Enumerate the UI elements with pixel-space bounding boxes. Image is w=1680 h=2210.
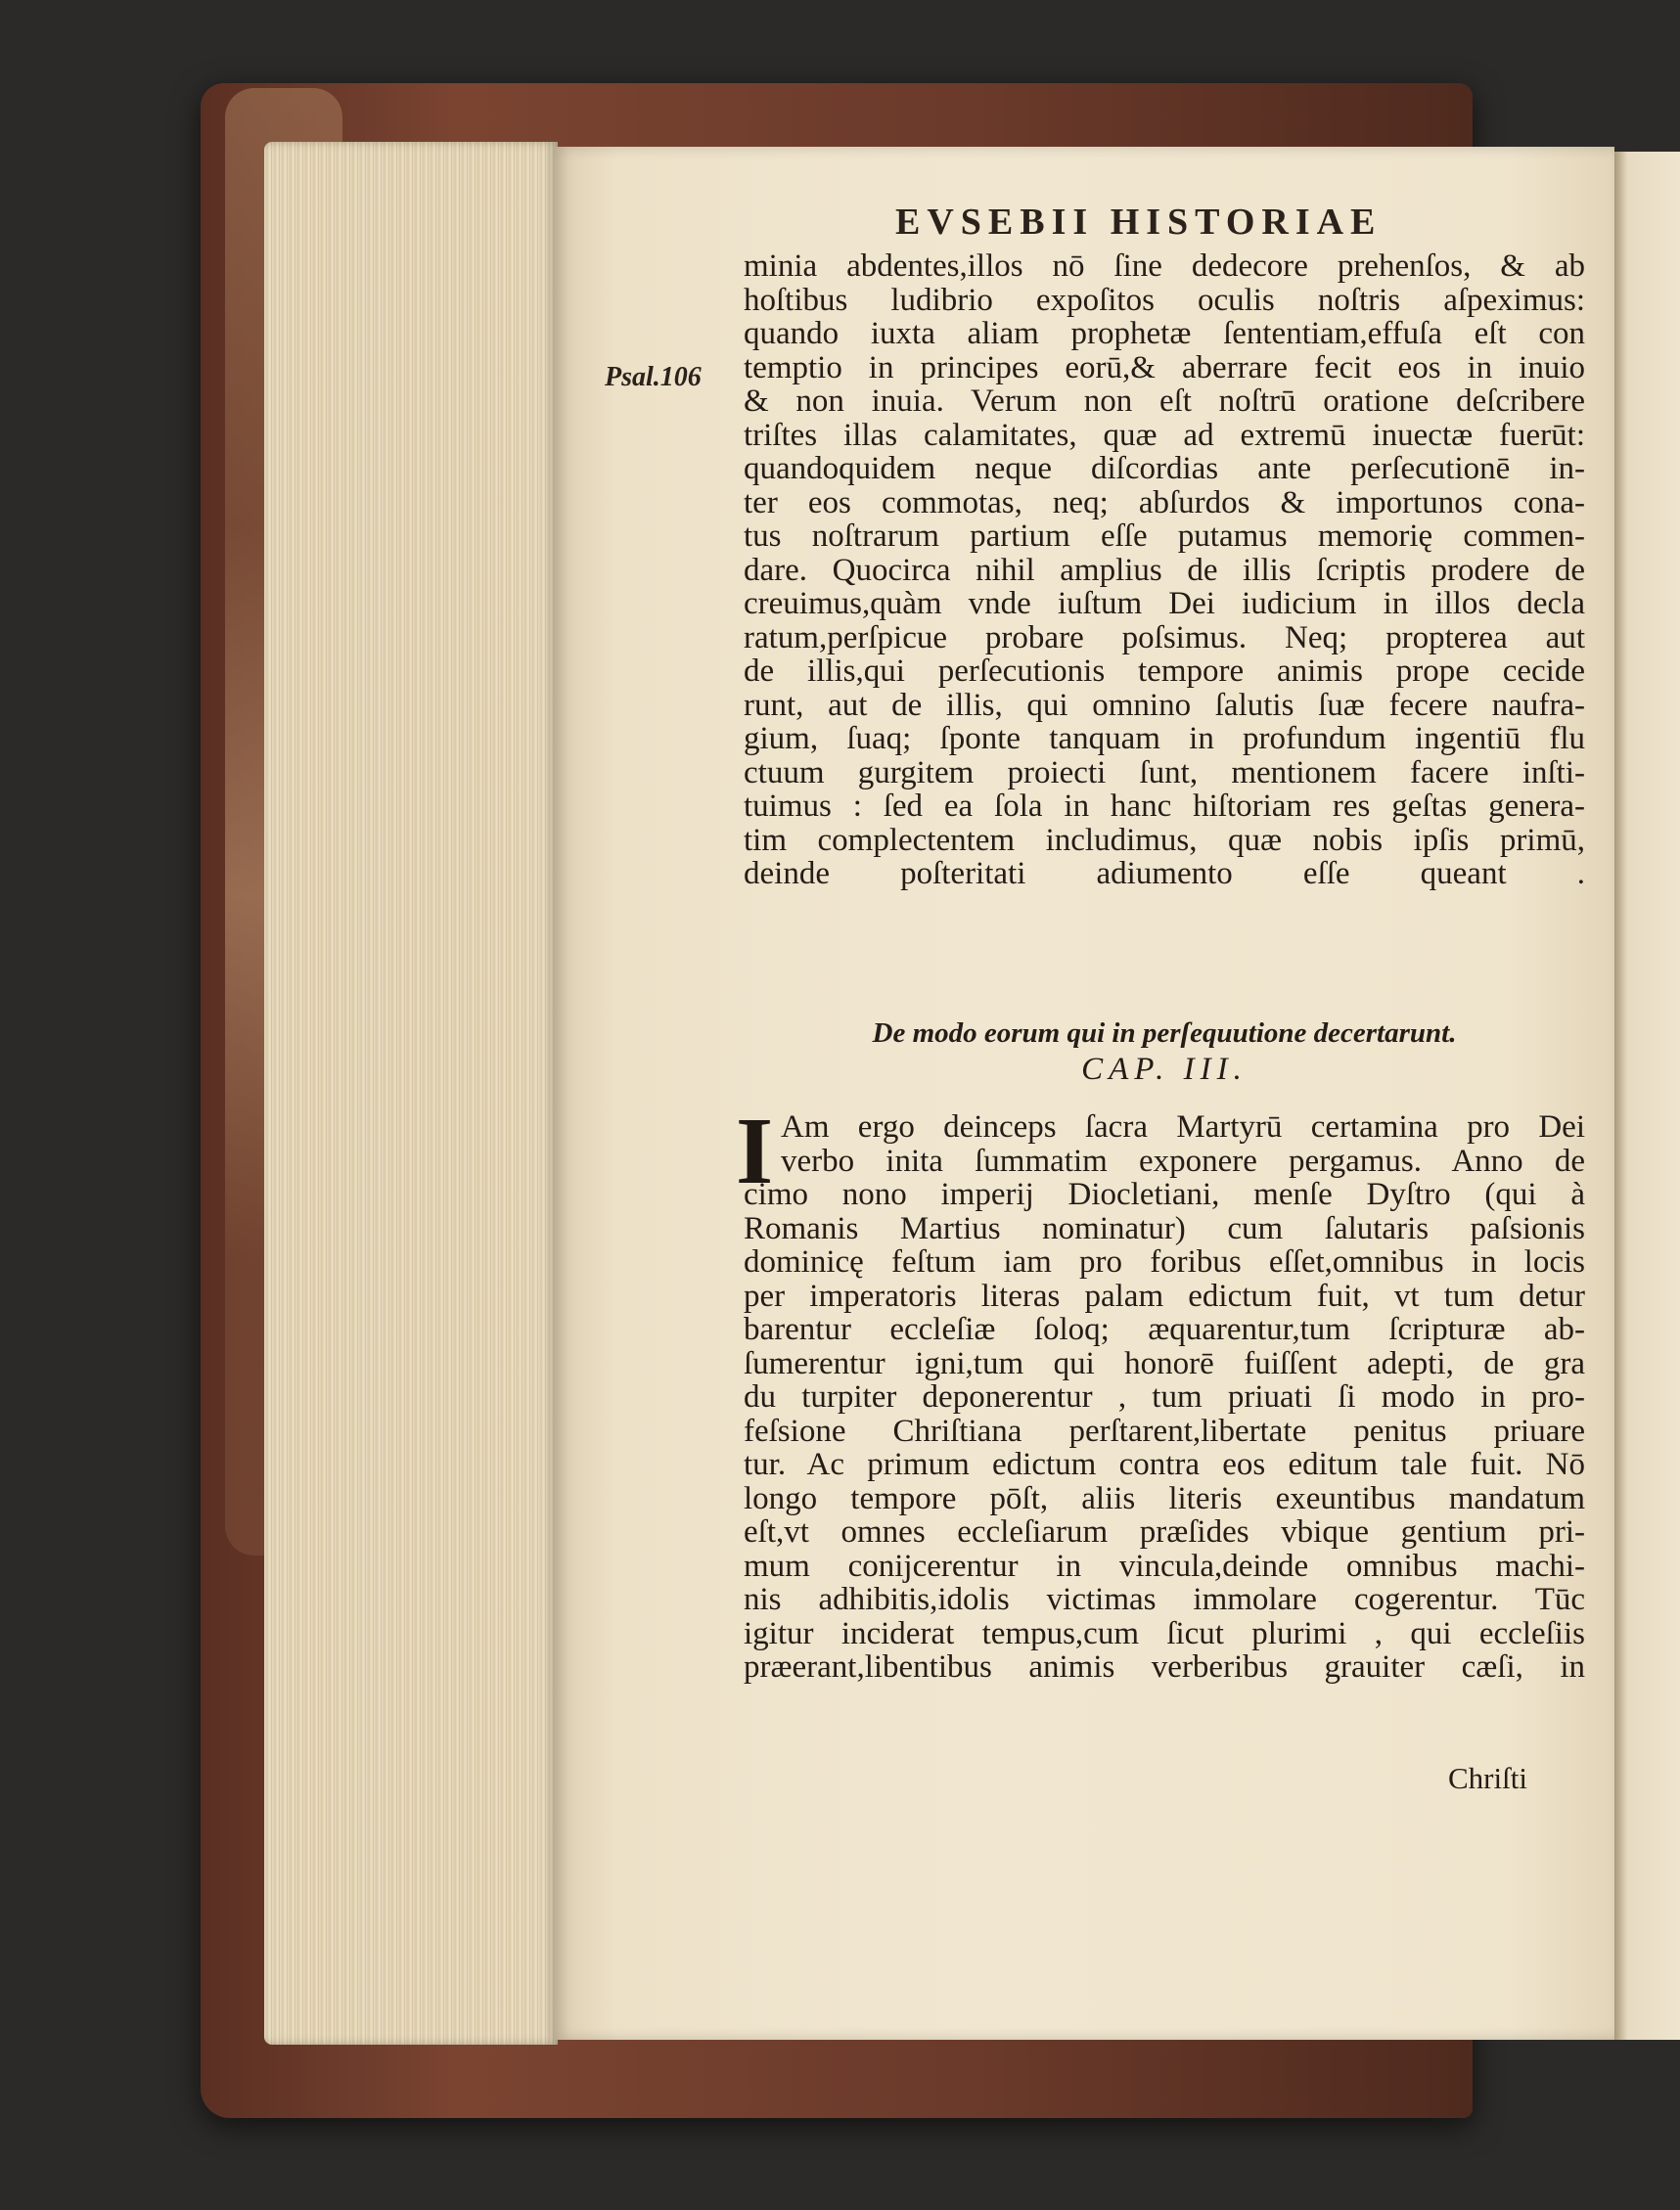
margin-note: Psal.106 — [605, 362, 702, 392]
text-line: cimo nono imperij Diocletiani, menſe Dyſtro (qui à — [744, 1178, 1585, 1212]
text-line: de illis,qui perſecutionis tempore animis prope cecide — [744, 654, 1585, 689]
body-text-first — [744, 249, 1585, 891]
text-line: igitur inciderat tempus,cum ſicut plurimi , qui eccleſiis — [744, 1616, 1585, 1650]
text-line: ctuum gurgitem proiecti ſunt, mentionem facere inſti- — [744, 755, 1585, 789]
text-line: creuimus,quàm vnde iuſtum Dei iudicium in illos decla — [744, 587, 1585, 621]
text-line: præerant,libentibus animis verberibus grauiter cæſi, in — [744, 1650, 1585, 1685]
text-line: ſumerentur igni,tum qui honorē fuiſſent adepti, de gra — [744, 1346, 1585, 1380]
text-line: triſtes illas calamitates, quæ ad extremū inuectæ fuerūt: — [744, 418, 1585, 452]
page-edges — [264, 142, 558, 2045]
chapter-number: CAP. III. — [1081, 1052, 1248, 1087]
text-line: tim complectentem includimus, quæ nobis ipſis primū, — [744, 823, 1585, 857]
chapter-title: De modo eorum qui in perſequutione decertarunt. — [872, 1017, 1457, 1049]
text-line: per imperatoris literas palam edictum fuit, vt tum detur — [744, 1279, 1585, 1313]
text-line: eſt,vt omnes eccleſiarum præſides vbique gentium pri- — [744, 1515, 1585, 1550]
text-line: verbo inita ſummatim exponere pergamus. Anno de — [781, 1144, 1585, 1178]
catchword: Chriſti — [1448, 1761, 1527, 1795]
text-line: hoſtibus ludibrio expoſitos oculis noſtris aſpeximus: — [744, 283, 1585, 317]
text-line: & non inuia. Verum non eſt noſtrū oratione deſcribere — [744, 384, 1585, 419]
text-line: longo tempore pōſt, aliis literis exeuntibus mandatum — [744, 1481, 1585, 1515]
drop-cap: I — [736, 1099, 774, 1204]
text-line: tuimus : ſed ea ſola in hanc hiſtoriam res geſtas genera- — [744, 789, 1585, 824]
text-line: minia abdentes,illos nō ſine dedecore prehenſos, & ab — [744, 249, 1585, 284]
running-head: EVSEBII HISTORIAE — [895, 202, 1383, 243]
text-line: nis adhibitis,idolis victimas immolare cogerentur. Tūc — [744, 1583, 1585, 1617]
facing-page-edge — [1614, 152, 1680, 2040]
text-line: tur. Ac primum edictum contra eos editum tale fuit. Nō — [744, 1448, 1585, 1482]
text-line: runt, aut de illis, qui omnino ſalutis ſuæ fecere naufra- — [744, 688, 1585, 722]
text-line: Romanis Martius nominatur) cum ſalutaris paſsionis — [744, 1211, 1585, 1245]
text-line: quandoquidem neque diſcordias ante perſecutionē in- — [744, 452, 1585, 486]
text-line: tus noſtrarum partium eſſe putamus memorię commen- — [744, 519, 1585, 554]
text-line: dominicę feſtum iam pro foribus eſſet,omnibus in locis — [744, 1245, 1585, 1280]
text-line: feſsione Chriſtiana perſtarent,libertate penitus priuare — [744, 1414, 1585, 1448]
text-line: deinde poſteritati adiumento eſſe queant . — [744, 857, 1585, 891]
text-line: ter eos commotas, neq; abſurdos & importunos cona- — [744, 485, 1585, 519]
text-line: du turpiter deponerentur , tum priuati ſi modo in pro- — [744, 1380, 1585, 1415]
text-line: gium, ſuaq; ſponte tanquam in profundum ingentiū flu — [744, 722, 1585, 756]
text-line: ratum,perſpicue probare poſsimus. Neq; propterea aut — [744, 620, 1585, 654]
text-line: dare. Quocirca nihil amplius de illis ſcriptis prodere de — [744, 553, 1585, 587]
body-text-second — [744, 1110, 1585, 1685]
text-line: temptio in principes eorū,& aberrare fecit eos in inuio — [744, 350, 1585, 384]
text-line: Am ergo deinceps ſacra Martyrū certamina pro Dei — [781, 1110, 1585, 1145]
text-line: barentur eccleſiæ ſoloq; æquarentur,tum ſcripturæ ab- — [744, 1313, 1585, 1347]
text-line: mum conijcerentur in vincula,deinde omnibus machi- — [744, 1549, 1585, 1583]
text-line: quando iuxta aliam prophetæ ſententiam,effuſa eſt con — [744, 317, 1585, 351]
